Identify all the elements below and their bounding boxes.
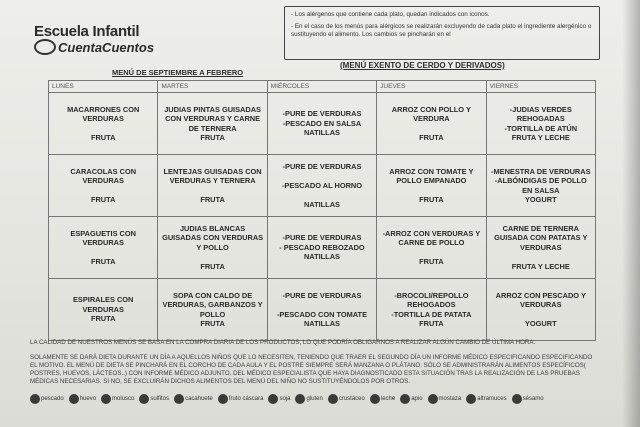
school-logo bbox=[34, 24, 154, 55]
day-header-row bbox=[49, 81, 596, 93]
legend-item bbox=[174, 394, 213, 404]
menu-cell: -JUDIAS VERDES REHOGADAS -TORTILLA DE ATÚN FRUTA Y LECHE bbox=[486, 93, 595, 155]
fish-icon bbox=[30, 394, 40, 404]
page-edge-shadow bbox=[622, 0, 640, 427]
peanut-icon bbox=[174, 394, 184, 404]
notice-paragraph-2: - En el caso de los menús para alérgicos se realizarán excluyendo de cada plato el ingrediente alergénico o sustituyendo el alimento. Los cambios se pincharán en el bbox=[291, 22, 592, 38]
menu-cell: -BROCOLI/REPOLLO REHOGADOS -TORTILLA DE PATATA FRUTA bbox=[377, 279, 486, 341]
legend-item bbox=[30, 394, 64, 404]
menu-subtitle: (MENÚ EXENTO DE CERDO Y DERIVADOS) bbox=[340, 61, 505, 70]
menu-cell: CARNE DE TERNERA GUISADA CON PATATAS Y VERDURAS FRUTA Y LECHE bbox=[486, 217, 595, 279]
lupin-icon bbox=[466, 394, 476, 404]
gluten-icon bbox=[295, 394, 305, 404]
legend-item bbox=[328, 394, 365, 404]
sesame-icon bbox=[512, 394, 522, 404]
menu-cell: -PURE DE VERDURAS -PESCADO AL HORNO NATILLAS bbox=[267, 155, 376, 217]
logo-mark-icon bbox=[34, 39, 56, 55]
legend-label: mostaza bbox=[438, 396, 462, 402]
legend-label: huevo bbox=[79, 396, 97, 402]
logo-line-2-text: CuentaCuentos bbox=[58, 39, 155, 55]
menu-title: MENÚ DE SEPTIEMBRE A FEBRERO bbox=[112, 68, 244, 77]
legend-label: apio bbox=[411, 396, 423, 402]
menu-cell: -ARROZ CON VERDURAS Y CARNE DE POLLO FRUTA bbox=[377, 217, 486, 279]
soy-icon bbox=[268, 394, 278, 404]
legend-label: altramuces bbox=[477, 396, 507, 402]
legend-label: gluten bbox=[306, 396, 323, 402]
celery-icon bbox=[400, 394, 410, 404]
mollusc-icon bbox=[101, 394, 111, 404]
menu-cell: ESPAGUETIS CON VERDURAS FRUTA bbox=[49, 217, 158, 279]
allergen-legend bbox=[30, 394, 630, 404]
legend-item bbox=[101, 394, 134, 404]
egg-icon bbox=[69, 394, 79, 404]
menu-cell: -MENESTRA DE VERDURAS -ALBÓNDIGAS DE POLLO EN SALSA YOGURT bbox=[486, 155, 595, 217]
day-header-thu: JUEVES bbox=[377, 81, 486, 93]
notice-paragraph-1: - Los alérgenos que contiene cada plato, quedan indicados con iconos. bbox=[291, 11, 490, 18]
menu-cell: ESPIRALES CON VERDURAS FRUTA bbox=[49, 279, 158, 341]
day-header-mon: LUNES bbox=[49, 81, 158, 93]
menu-cell: ARROZ CON PESCADO Y VERDURAS YOGURT bbox=[486, 279, 595, 341]
week-row-1 bbox=[49, 93, 596, 155]
logo-line-1: Escuela Infantil bbox=[34, 23, 140, 40]
menu-cell: SOPA CON CALDO DE VERDURAS, GARBANZOS Y POLLO FRUTA bbox=[158, 279, 267, 341]
mustard-icon bbox=[428, 394, 438, 404]
crustacean-icon bbox=[328, 394, 338, 404]
legend-item bbox=[295, 394, 322, 404]
menu-cell: ARROZ CON POLLO Y VERDURA FRUTA bbox=[377, 93, 486, 155]
sulphites-icon bbox=[139, 394, 149, 404]
menu-cell: JUDIAS BLANCAS GUISADAS CON VERDURAS Y POLLO FRUTA bbox=[158, 217, 267, 279]
legend-label: fruto cáscara bbox=[228, 396, 264, 402]
legend-label: crustáceo bbox=[338, 396, 365, 402]
logo-line-2 bbox=[34, 39, 154, 55]
allergen-notice-box bbox=[284, 6, 600, 60]
week-row-3 bbox=[49, 217, 596, 279]
legend-label: cacahuete bbox=[185, 396, 213, 402]
day-header-wed: MIÉRCOLES bbox=[267, 81, 376, 93]
legend-label: sulfitos bbox=[150, 396, 170, 402]
day-header-tue: MARTES bbox=[158, 81, 267, 93]
milk-icon bbox=[370, 394, 380, 404]
quality-note: LA CALIDAD DE NUESTROS MENÚS SE BASA EN LA COMPRA DIARIA DE LOS PRODUCTOS, LO QUE PODRÍA OBLIGARNOS A REALIZAR ALGÚN CAMBIO DE ÚLTIMA HORA. bbox=[30, 339, 536, 346]
weekly-menu-table bbox=[48, 80, 596, 341]
legend-item bbox=[218, 394, 264, 404]
menu-cell: -PURE DE VERDURAS - PESCADO REBOZADO NATILLAS bbox=[267, 217, 376, 279]
menu-cell: LENTEJAS GUISADAS CON VERDURAS Y TERNERA FRUTA bbox=[158, 155, 267, 217]
legend-item bbox=[139, 394, 169, 404]
week-row-4 bbox=[49, 279, 596, 341]
legend-item bbox=[400, 394, 422, 404]
day-header-fri: VIERNES bbox=[486, 81, 595, 93]
legend-label: sésamo bbox=[522, 396, 544, 402]
legend-item bbox=[370, 394, 395, 404]
legend-item bbox=[428, 394, 462, 404]
menu-cell: MACARRONES CON VERDURAS FRUTA bbox=[49, 93, 158, 155]
legend-item bbox=[69, 394, 96, 404]
legend-label: leche bbox=[380, 396, 396, 402]
legend-item bbox=[466, 394, 506, 404]
legend-item bbox=[268, 394, 290, 404]
week-row-2 bbox=[49, 155, 596, 217]
legend-label: pescado bbox=[41, 396, 64, 402]
menu-cell: JUDIAS PINTAS GUISADAS CON VERDURAS Y CARNE DE TERNERA FRUTA bbox=[158, 93, 267, 155]
legend-item bbox=[512, 394, 544, 404]
menu-cell: CARACOLAS CON VERDURAS FRUTA bbox=[49, 155, 158, 217]
nut-icon bbox=[218, 394, 228, 404]
diet-note: SOLAMENTE SE DARÁ DIETA DURANTE UN DÍA A AQUELLOS NIÑOS QUE LO NECESITEN, TENIENDO QUE TRAER EL SEGUNDO DÍA UN INFORME MÉDICO ESPECIFICANDO ESPECIFICANDO EL MOTIVO. EL MENÚ DE DIETA SE PINCHARÁ EN EL CORCHO DE CADA AULA Y EL POSTRE SIEMPRE SERÁ MANZANA O PLÁTANO. SÓLO SE ADMINISTRARÁN ALIMENTOS ESPECÍFICOS( POSTRES, HUEVOS, LÁCTEOS..) CON INFORME MÉDICO ADJUNTO, DEL MÉDICO ESPECIALISTA QUE HAYA DIAGNOSTICADO ESTA SITUACIÓN TRAS LA REALIZACIÓN DE LAS PRUEBAS MÉDICAS NECESARIAS. SI NO, SE EXCLUIRÁN DICHOS ALIMENTOS DEL MENÚ DEL NIÑO NO SUSTITUYÉNDOLOS POR OTROS. bbox=[30, 354, 593, 386]
menu-cell: -PURE DE VERDURAS -PESCADO EN SALSA NATILLAS bbox=[267, 93, 376, 155]
menu-cell: ARROZ CON TOMATE Y POLLO EMPANADO FRUTA bbox=[377, 155, 486, 217]
menu-cell: -PURE DE VERDURAS -PESCADO CON TOMATE NATILLAS bbox=[267, 279, 376, 341]
legend-label: soja bbox=[279, 396, 291, 402]
legend-label: molusco bbox=[112, 396, 135, 402]
